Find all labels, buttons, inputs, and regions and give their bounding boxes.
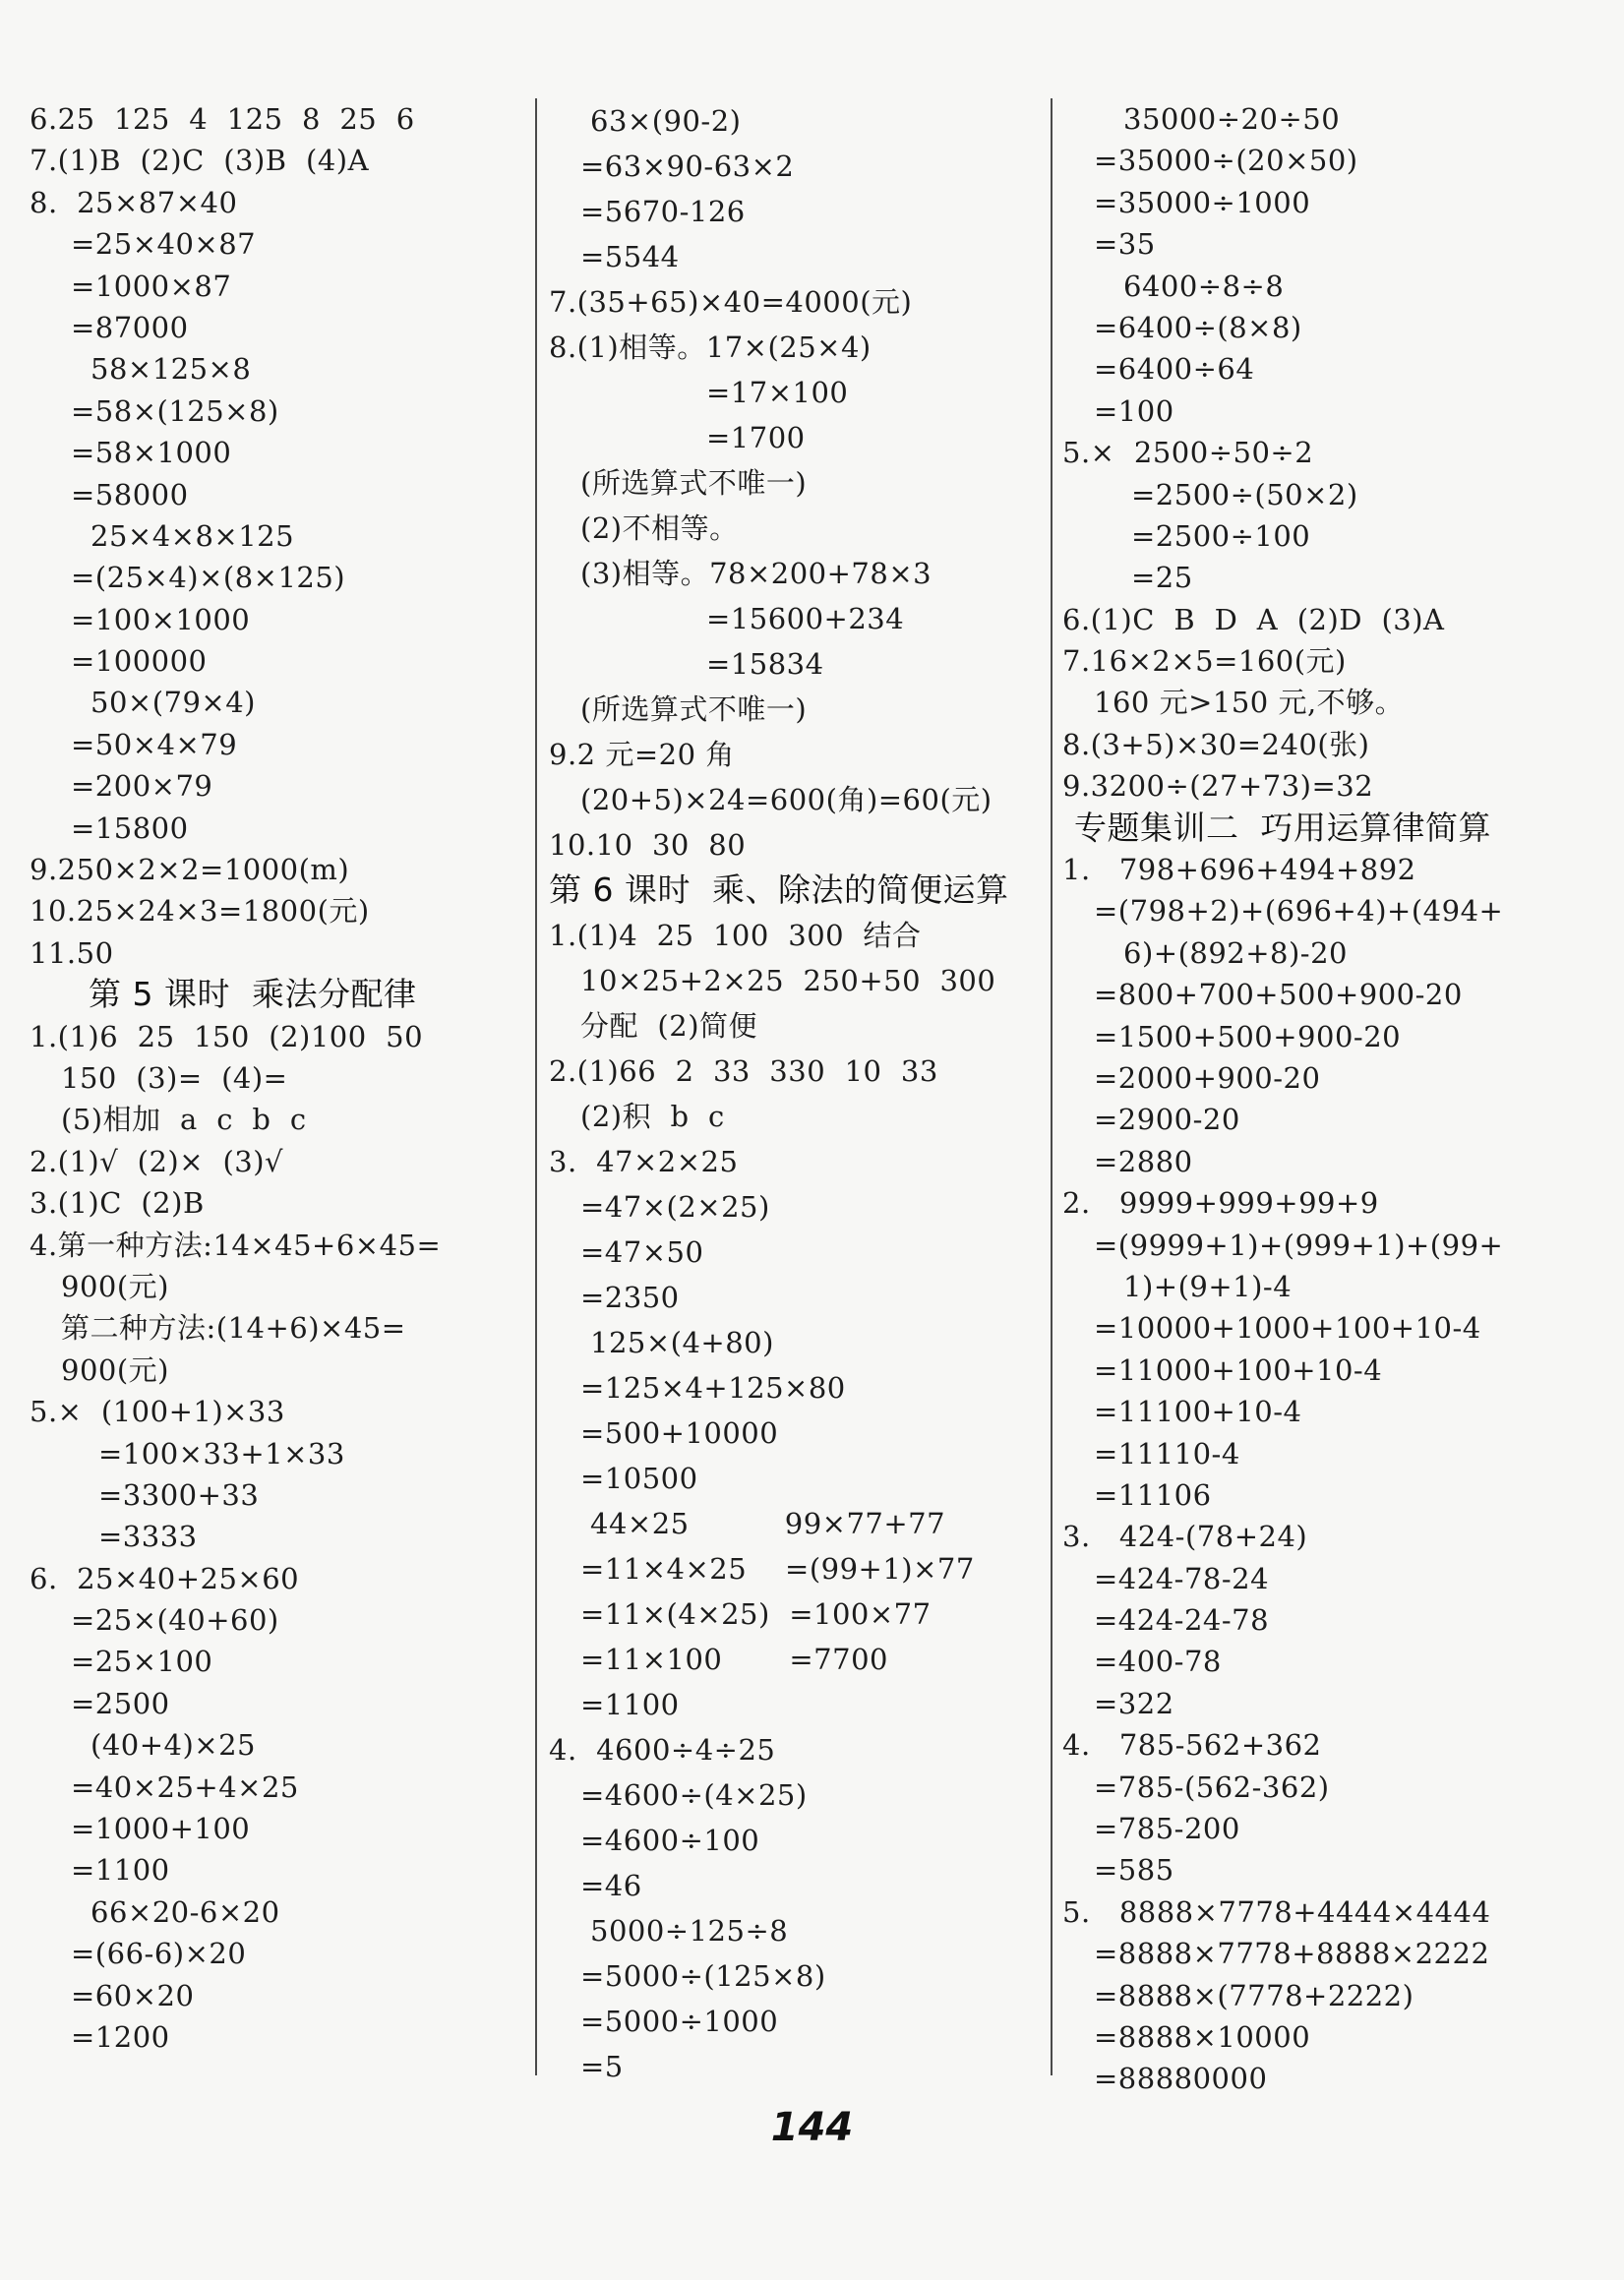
answer-line: =2900-20 [1094, 1103, 1240, 1137]
answer-line: =15800 [71, 810, 189, 845]
answer-line: =35 [1094, 227, 1156, 262]
answer-line: =2000+900-20 [1094, 1060, 1321, 1095]
answer-line: 3. 424-(78+24) [1062, 1520, 1308, 1554]
answer-line: 7.(1)B (2)C (3)B (4)A [30, 144, 370, 178]
answer-line: =5000÷(125×8) [580, 1959, 826, 1993]
answer-line: =200×79 [71, 769, 213, 804]
answer-line: =25×(40+60) [71, 1603, 279, 1638]
answer-line: =5 [580, 2050, 624, 2083]
answer-line: 6.25 125 4 125 8 25 6 [30, 102, 415, 136]
answer-line: =50×4×79 [71, 727, 238, 761]
answer-line: =1000×87 [71, 269, 232, 303]
answer-line: 63×(90-2) [590, 104, 742, 138]
answer-line: 8.(3+5)×30=240(张) [1062, 727, 1370, 761]
answer-line: =11×(4×25) =100×77 [580, 1597, 932, 1631]
answer-line: 2.(1)66 2 33 330 10 33 [549, 1054, 938, 1088]
answer-line: 9.2 元=20 角 [549, 738, 735, 771]
answer-line: =35000÷1000 [1094, 185, 1311, 219]
answer-line: =11×100 =7700 [580, 1643, 888, 1676]
answer-line: =2880 [1094, 1144, 1193, 1178]
answer-line: =1000+100 [71, 1812, 251, 1846]
answer-line: =58000 [71, 477, 189, 511]
answer-line: =125×4+125×80 [580, 1371, 846, 1405]
answer-line: 6400÷8÷8 [1123, 269, 1285, 303]
answer-line: 7.(35+65)×40=4000(元) [549, 285, 913, 319]
answer-line: 9.250×2×2=1000(m) [30, 853, 350, 887]
answer-line: =1200 [71, 2019, 170, 2054]
answer-line: =58×1000 [71, 436, 232, 470]
answer-line: 2.(1)√ (2)× (3)√ [30, 1144, 284, 1178]
answer-column-2 [549, 98, 1046, 2089]
answer-line: 6.(1)C B D A (2)D (3)A [1062, 602, 1445, 636]
answer-line: =17×100 [706, 376, 849, 409]
answer-line: =60×20 [71, 1978, 195, 2012]
answer-line: 10×25+2×25 250+50 300 [580, 964, 996, 997]
answer-line: =5000÷1000 [580, 2005, 779, 2038]
answer-line: =87000 [71, 310, 189, 344]
answer-line: =(66-6)×20 [71, 1937, 247, 1971]
answer-line: 125×(4+80) [590, 1326, 774, 1359]
answer-line: =35000÷(20×50) [1094, 144, 1358, 178]
answer-line: 4.第一种方法:14×45+6×45= [30, 1228, 442, 1262]
answer-line: =40×25+4×25 [71, 1770, 299, 1804]
answer-line: =11106 [1094, 1477, 1212, 1512]
section-heading: 第 5 课时 乘法分配律 [89, 975, 417, 1014]
answer-line: 1.(1)6 25 150 (2)100 50 [30, 1019, 424, 1053]
answer-line: 44×25 99×77+77 [590, 1507, 946, 1540]
answer-line: =322 [1094, 1686, 1174, 1720]
answer-line: =11×4×25 =(99+1)×77 [580, 1552, 975, 1586]
answer-line: 58×125×8 [90, 352, 252, 387]
answer-line: =8888×(7778+2222) [1094, 1978, 1414, 2012]
answer-line: 160 元>150 元,不够。 [1094, 686, 1405, 720]
answer-line: =100000 [71, 644, 208, 679]
answer-line: 6. 25×40+25×60 [30, 1561, 300, 1595]
answer-line: =63×90-63×2 [580, 150, 795, 183]
answer-line: 2. 9999+999+99+9 [1062, 1186, 1379, 1221]
answer-line: =424-24-78 [1094, 1603, 1270, 1638]
answer-line: =(9999+1)+(999+1)+(99+ [1094, 1228, 1504, 1262]
answer-column-1 [30, 98, 531, 2058]
answer-line: =785-200 [1094, 1812, 1240, 1846]
answer-line: =400-78 [1094, 1645, 1222, 1679]
answer-line: 4. 785-562+362 [1062, 1728, 1322, 1763]
answer-line: 900(元) [61, 1269, 169, 1303]
answer-line: =100 [1094, 393, 1174, 428]
answer-line: 5. 8888×7778+4444×4444 [1062, 1894, 1491, 1929]
answer-line: 66×20-6×20 [90, 1894, 280, 1929]
answer-line: 10.25×24×3=1800(元) [30, 894, 370, 929]
answer-line: =6400÷(8×8) [1094, 310, 1302, 344]
answer-line: =25×100 [71, 1645, 213, 1679]
answer-line: =11110-4 [1094, 1436, 1240, 1470]
answer-line: =8888×10000 [1094, 2019, 1311, 2054]
answer-line: =424-78-24 [1094, 1561, 1270, 1595]
answer-line: =2500 [71, 1686, 170, 1720]
answer-line: 50×(79×4) [90, 686, 256, 720]
answer-line: =11000+100+10-4 [1094, 1352, 1383, 1387]
answer-line: (5)相加 a c b c [61, 1103, 307, 1137]
answer-line: =2500÷(50×2) [1131, 477, 1358, 511]
answer-line: =2500÷100 [1131, 518, 1311, 553]
answer-line: =800+700+500+900-20 [1094, 978, 1463, 1012]
answer-line: (20+5)×24=600(角)=60(元) [580, 783, 992, 816]
answer-line: 150 (3)= (4)= [61, 1060, 288, 1095]
answer-line: =585 [1094, 1853, 1174, 1888]
answer-line: =11100+10-4 [1094, 1395, 1302, 1429]
answer-line: 7.16×2×5=160(元) [1062, 644, 1347, 679]
answer-line: =500+10000 [580, 1416, 779, 1450]
answer-line: =100×33+1×33 [98, 1436, 345, 1470]
answer-line: 10.10 30 80 [549, 828, 747, 862]
answer-line: 35000÷20÷50 [1123, 102, 1341, 136]
answer-line: =4600÷(4×25) [580, 1778, 808, 1812]
answer-line: 6)+(892+8)-20 [1123, 935, 1348, 970]
answer-line: 第二种方法:(14+6)×45= [61, 1311, 406, 1346]
answer-line: 11.50 [30, 935, 114, 970]
column-divider-right [1051, 98, 1053, 2075]
answer-line: 1.(1)4 25 100 300 结合 [549, 919, 922, 952]
answer-line: =10500 [580, 1462, 698, 1495]
answer-line: =15600+234 [706, 602, 905, 635]
answer-line: =8888×7778+8888×2222 [1094, 1937, 1490, 1971]
answer-line: 25×4×8×125 [90, 518, 295, 553]
answer-line: 8.(1)相等。17×(25×4) [549, 330, 872, 364]
answer-line: =6400÷64 [1094, 352, 1255, 387]
answer-line: =2350 [580, 1281, 680, 1314]
answer-line: (40+4)×25 [90, 1728, 256, 1763]
answer-line: =10000+1000+100+10-4 [1094, 1311, 1481, 1346]
answer-line: =3300+33 [98, 1477, 260, 1512]
answer-line: =25 [1131, 561, 1193, 595]
answer-line: =100×1000 [71, 602, 251, 636]
answer-line: 8. 25×87×40 [30, 185, 238, 219]
answer-line: (3)相等。78×200+78×3 [580, 557, 932, 590]
answer-line: =1700 [706, 421, 806, 454]
answer-line: 9.3200÷(27+73)=32 [1062, 769, 1374, 804]
answer-line: =1100 [71, 1853, 170, 1888]
answer-line: 5.× (100+1)×33 [30, 1395, 285, 1429]
answer-line: =47×(2×25) [580, 1190, 770, 1224]
answer-line: =47×50 [580, 1235, 704, 1269]
answer-line: =4600÷100 [580, 1824, 760, 1857]
answer-line: (2)不相等。 [580, 511, 739, 545]
answer-line: =5544 [580, 240, 680, 273]
answer-line: 1)+(9+1)-4 [1123, 1269, 1293, 1303]
answer-line: 1. 798+696+494+892 [1062, 853, 1416, 887]
column-divider-left [535, 98, 537, 2075]
answer-line: =88880000 [1094, 2062, 1268, 2096]
answer-line: 900(元) [61, 1352, 169, 1387]
answer-line: =1500+500+900-20 [1094, 1019, 1402, 1053]
answer-line: =(25×4)×(8×125) [71, 561, 346, 595]
answer-line: =3333 [98, 1520, 198, 1554]
answer-line: 4. 4600÷4÷25 [549, 1733, 776, 1767]
page-number: 144 [770, 2105, 854, 2150]
answer-line: =15834 [706, 647, 824, 681]
answer-line: 3.(1)C (2)B [30, 1186, 205, 1221]
answer-line: =(798+2)+(696+4)+(494+ [1094, 894, 1504, 929]
answer-line: 5.× 2500÷50÷2 [1062, 436, 1314, 470]
answer-line: 3. 47×2×25 [549, 1145, 739, 1178]
answer-line: (所选算式不唯一) [580, 692, 808, 726]
answer-line: =46 [580, 1869, 642, 1902]
answer-line: 5000÷125÷8 [590, 1914, 789, 1948]
answer-line: =58×(125×8) [71, 393, 279, 428]
answer-line: (所选算式不唯一) [580, 466, 808, 500]
section-heading: 专题集训二 巧用运算律简算 [1074, 808, 1491, 847]
answer-column-3 [1062, 98, 1594, 2100]
section-heading: 第 6 课时 乘、除法的简便运算 [549, 870, 1009, 909]
answer-line: =5670-126 [580, 195, 746, 228]
answer-line: =1100 [580, 1688, 680, 1721]
answer-line: =785-(562-362) [1094, 1770, 1330, 1804]
answer-line: 分配 (2)简便 [580, 1009, 758, 1043]
answer-line: =25×40×87 [71, 227, 257, 262]
answer-line: (2)积 b c [580, 1100, 725, 1133]
